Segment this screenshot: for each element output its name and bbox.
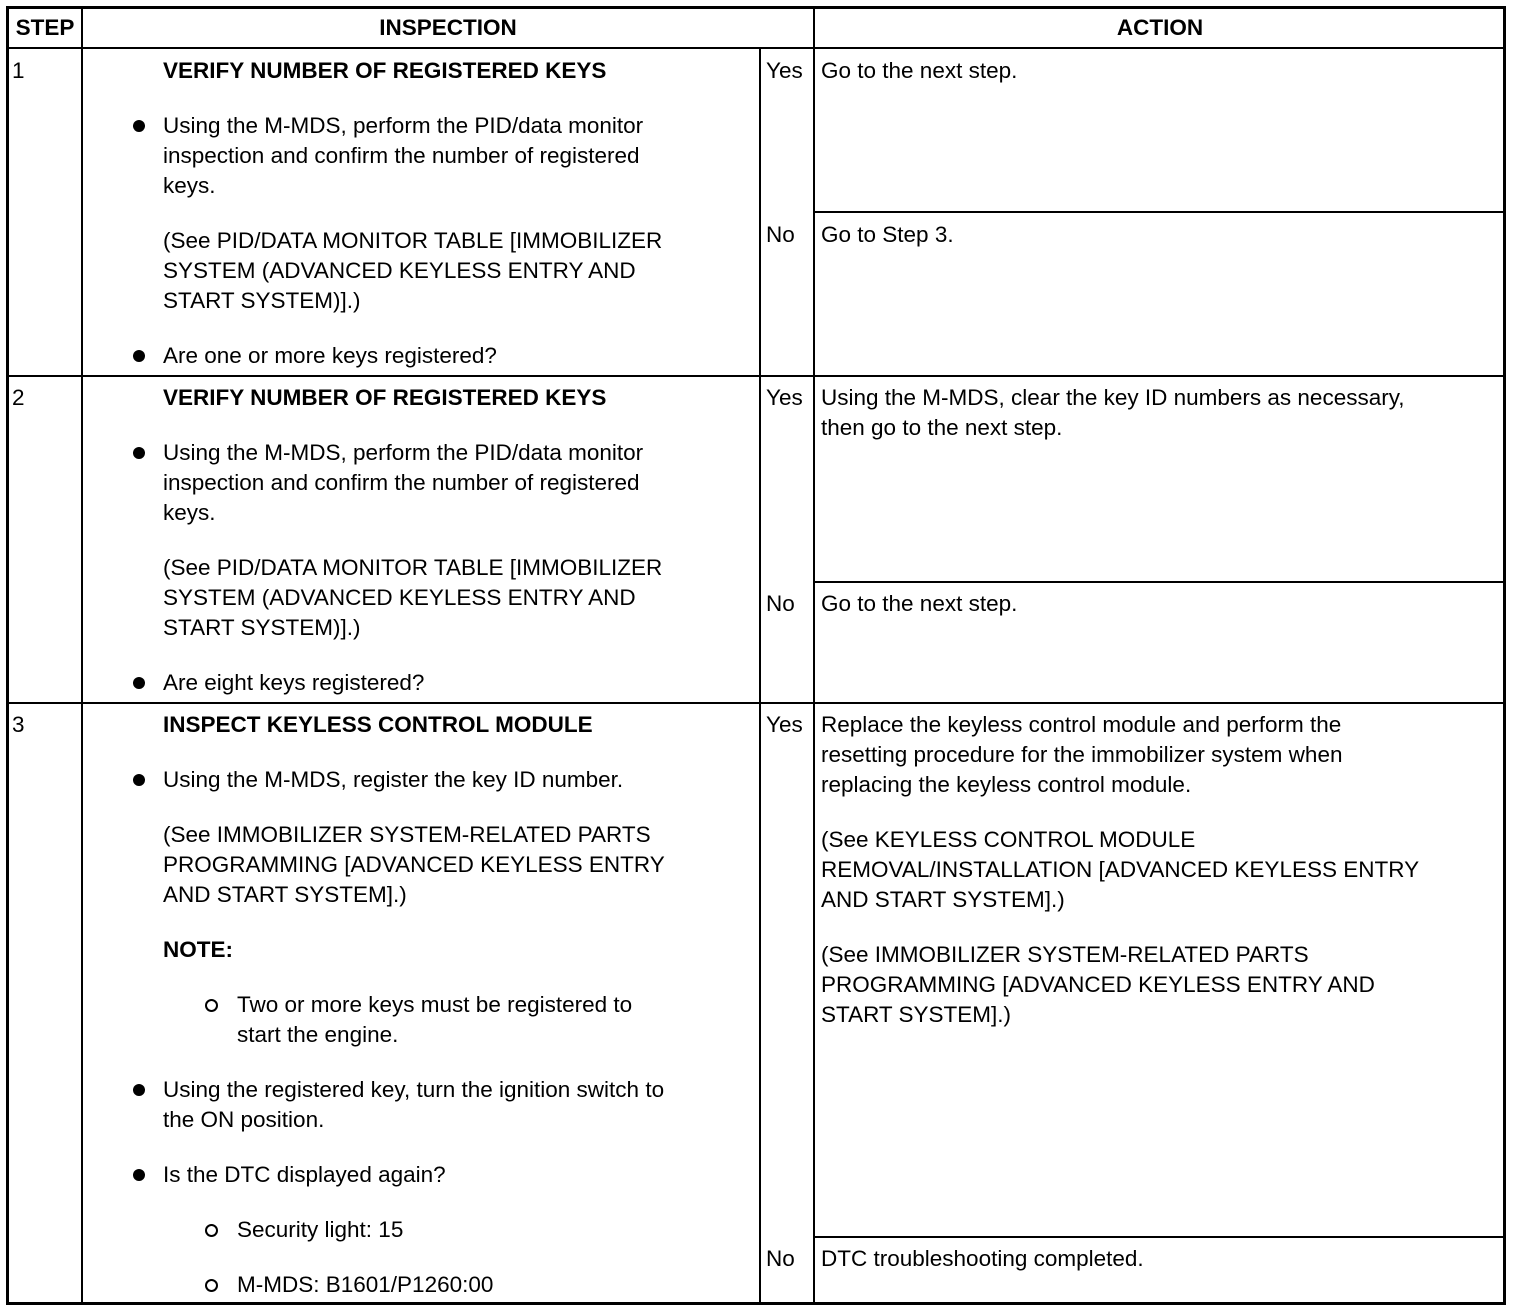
no-action: Go to Step 3. <box>821 222 954 247</box>
inspection-question: Is the DTC displayed again? <box>163 1162 446 1187</box>
step-title-3: INSPECT KEYLESS CONTROL MODULE <box>163 712 593 737</box>
inspection-text: inspection and confirm the number of registered <box>163 143 640 168</box>
note-text: start the engine. <box>237 1022 399 1047</box>
step-title-1: VERIFY NUMBER OF REGISTERED KEYS <box>163 58 607 83</box>
bullet-icon <box>133 1084 145 1096</box>
no-label: No <box>766 591 795 616</box>
step-title-2: VERIFY NUMBER OF REGISTERED KEYS <box>163 385 607 410</box>
reference-text: START SYSTEM)].) <box>163 615 361 640</box>
note-label: NOTE: <box>163 937 233 962</box>
yes-reference: (See IMMOBILIZER SYSTEM-RELATED PARTS <box>821 942 1309 967</box>
step-number-2: 2 <box>12 385 25 410</box>
reference-text: (See PID/DATA MONITOR TABLE [IMMOBILIZER <box>163 555 663 580</box>
reference-text: AND START SYSTEM].) <box>163 882 407 907</box>
dtc-item: Security light: 15 <box>237 1217 404 1242</box>
bullet-icon <box>133 1169 145 1181</box>
bullet-icon <box>133 350 145 362</box>
sub-bullet-icon <box>205 1224 218 1237</box>
note-text: Two or more keys must be registered to <box>237 992 633 1017</box>
yes-no-divider-3 <box>815 1236 1505 1238</box>
yes-reference: (See KEYLESS CONTROL MODULE <box>821 827 1196 852</box>
header-step: STEP <box>15 15 75 40</box>
yes-no-divider-2 <box>815 581 1505 583</box>
dtc-item: M-MDS: B1601/P1260:00 <box>237 1272 494 1297</box>
yes-label: Yes <box>766 712 803 737</box>
header-divider <box>8 47 1505 49</box>
reference-text: SYSTEM (ADVANCED KEYLESS ENTRY AND <box>163 258 636 283</box>
inspection-text: keys. <box>163 500 216 525</box>
no-action: DTC troubleshooting completed. <box>821 1246 1144 1271</box>
inspection-text: keys. <box>163 173 216 198</box>
reference-text: START SYSTEM)].) <box>163 288 361 313</box>
yes-reference: AND START SYSTEM].) <box>821 887 1065 912</box>
reference-text: SYSTEM (ADVANCED KEYLESS ENTRY AND <box>163 585 636 610</box>
row-divider-2 <box>8 702 1505 704</box>
yes-action: then go to the next step. <box>821 415 1063 440</box>
header-inspection: INSPECTION <box>379 15 517 40</box>
inspection-text: the ON position. <box>163 1107 325 1132</box>
step-number-3: 3 <box>12 712 25 737</box>
bullet-icon <box>133 447 145 459</box>
no-action: Go to the next step. <box>821 591 1018 616</box>
yes-action: replacing the keyless control module. <box>821 772 1192 797</box>
inspection-text: Using the registered key, turn the ignition switch to <box>163 1077 665 1102</box>
yes-action: Using the M-MDS, clear the key ID numbers as necessary, <box>821 385 1405 410</box>
yes-action: Go to the next step. <box>821 58 1018 83</box>
yes-reference: PROGRAMMING [ADVANCED KEYLESS ENTRY AND <box>821 972 1375 997</box>
bullet-icon <box>133 120 145 132</box>
step-number-1: 1 <box>12 58 25 83</box>
bullet-icon <box>133 677 145 689</box>
no-label: No <box>766 1246 795 1271</box>
yes-reference: START SYSTEM].) <box>821 1002 1012 1027</box>
action-column-divider <box>813 8 815 1305</box>
inspection-text: Using the M-MDS, perform the PID/data monitor <box>163 440 644 465</box>
yes-no-divider-1 <box>815 211 1505 213</box>
reference-text: (See PID/DATA MONITOR TABLE [IMMOBILIZER <box>163 228 663 253</box>
bullet-icon <box>133 774 145 786</box>
yes-no-column-divider <box>759 48 761 1305</box>
row-divider-1 <box>8 375 1505 377</box>
sub-bullet-icon <box>205 999 218 1012</box>
yes-action: resetting procedure for the immobilizer system when <box>821 742 1343 767</box>
inspection-text: Using the M-MDS, register the key ID number. <box>163 767 624 792</box>
yes-reference: REMOVAL/INSTALLATION [ADVANCED KEYLESS ENTRY <box>821 857 1420 882</box>
yes-action: Replace the keyless control module and perform the <box>821 712 1342 737</box>
reference-text: (See IMMOBILIZER SYSTEM-RELATED PARTS <box>163 822 651 847</box>
inspection-question: Are eight keys registered? <box>163 670 425 695</box>
inspection-text: inspection and confirm the number of registered <box>163 470 640 495</box>
yes-label: Yes <box>766 58 803 83</box>
reference-text: PROGRAMMING [ADVANCED KEYLESS ENTRY <box>163 852 665 877</box>
inspection-question: Are one or more keys registered? <box>163 343 497 368</box>
inspection-text: Using the M-MDS, perform the PID/data monitor <box>163 113 644 138</box>
header-action: ACTION <box>1116 15 1204 40</box>
no-label: No <box>766 222 795 247</box>
step-column-divider <box>81 8 83 1305</box>
sub-bullet-icon <box>205 1279 218 1292</box>
yes-label: Yes <box>766 385 803 410</box>
